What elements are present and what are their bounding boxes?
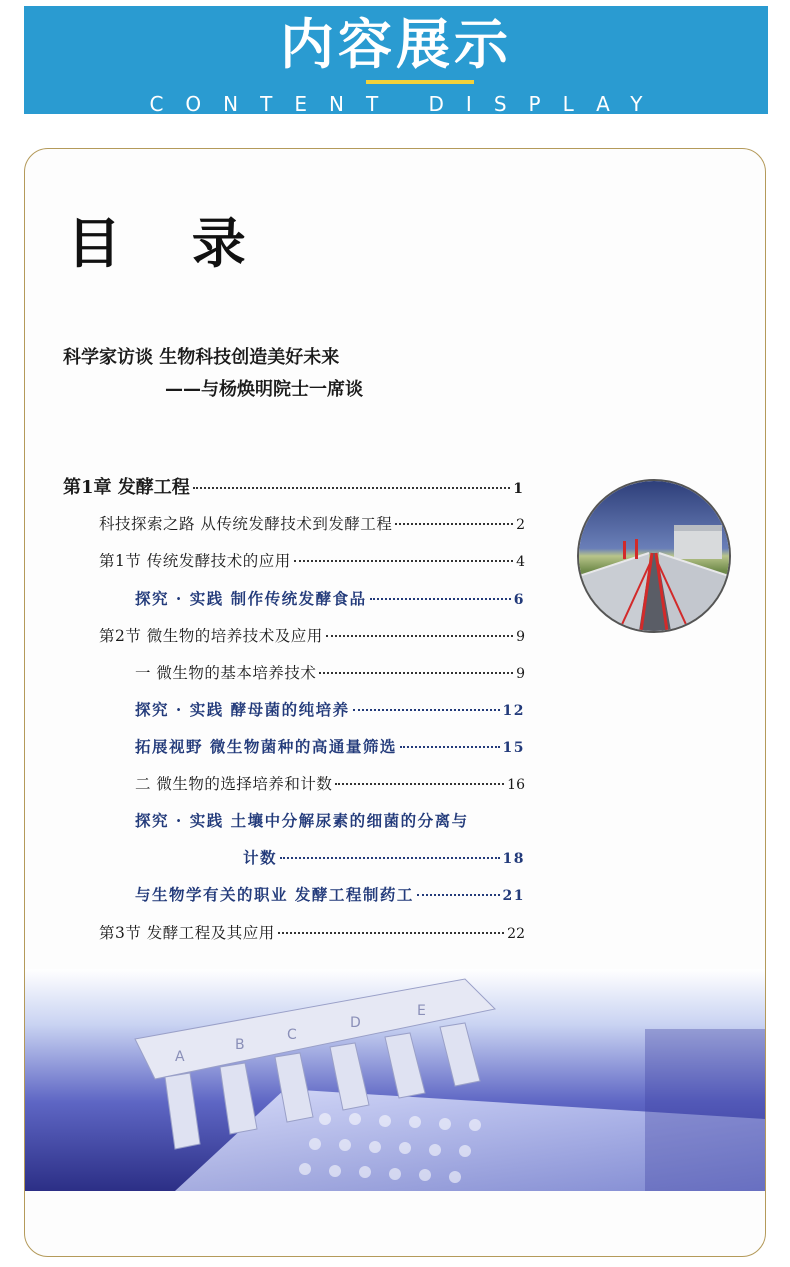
toc-entry-text: 第2节 微生物的培养技术及应用 [99, 627, 323, 645]
toc-page-number: 6 [513, 592, 525, 608]
toc-entry-text: 探究 · 实践 酵母菌的纯培养 [135, 700, 350, 719]
toc-entry [99, 922, 525, 945]
toc-page-number: 16 [507, 777, 525, 793]
toc-leader [280, 857, 500, 859]
toc-entry-activity [135, 736, 525, 759]
toc-page-number: 1 [513, 481, 523, 497]
toc-leader [353, 709, 500, 711]
toc-leader [395, 523, 513, 525]
fermentation-plant-photo [577, 479, 731, 633]
rack-label: D [350, 1015, 361, 1031]
toc-page-number: 2 [516, 517, 525, 533]
toc-leader [400, 746, 500, 748]
toc-leader [335, 783, 504, 785]
rack-label: C [287, 1027, 297, 1043]
toc-entry-activity-continued [243, 847, 525, 870]
toc-entry-activity [135, 699, 525, 722]
toc-entry-text: 探究 · 实践 制作传统发酵食品 [135, 589, 367, 608]
toc-entry [99, 513, 525, 536]
toc-entry-text: 科技探索之路 从传统发酵技术到发酵工程 [99, 515, 393, 533]
lab-microplate-image [25, 969, 765, 1191]
toc-entry-text: 拓展视野 微生物菌种的高通量筛选 [135, 737, 397, 756]
toc-page-number: 15 [502, 740, 525, 756]
toc-entry-text: 第1章 发酵工程 [63, 477, 190, 498]
toc-page-number: 21 [502, 888, 525, 904]
toc-page-number: 22 [507, 926, 525, 942]
toc-entry-text: 二 微生物的选择培养和计数 [135, 775, 333, 793]
page-title: 目 录 [67, 211, 272, 275]
rack-label: E [417, 1003, 426, 1019]
banner-underline [366, 80, 474, 84]
banner-title: 内容展示 [280, 13, 512, 76]
toc-entry [99, 550, 525, 573]
toc-entry-text: 第3节 发酵工程及其应用 [99, 924, 275, 942]
toc-entry-text: 第1节 传统发酵技术的应用 [99, 552, 291, 570]
toc-page-number: 18 [502, 851, 525, 867]
toc-page-number: 9 [516, 666, 525, 682]
book-page [24, 148, 766, 1257]
toc-leader [319, 672, 513, 674]
toc-leader [278, 932, 504, 934]
toc-entry-text: 探究 · 实践 土壤中分解尿素的细菌的分离与 [135, 811, 469, 830]
header-banner [24, 6, 768, 114]
toc-leader [417, 894, 500, 896]
toc-leader [370, 598, 511, 600]
toc-entry [135, 662, 525, 685]
interview-subtitle: ——与杨焕明院士一席谈 [165, 379, 363, 400]
toc-entry-activity [135, 588, 525, 611]
toc-leader [193, 487, 510, 489]
rack-label: A [175, 1049, 185, 1065]
banner-subtitle: CONTENT DISPLAY [149, 92, 665, 116]
toc-entry-text: 与生物学有关的职业 发酵工程制药工 [135, 885, 414, 904]
toc-entry-text: 一 微生物的基本培养技术 [135, 664, 317, 682]
toc-entry-text: 计数 [243, 848, 278, 867]
toc-entry-career [135, 884, 525, 907]
toc-entry [135, 773, 525, 796]
toc-leader [294, 560, 513, 562]
interview-title: 科学家访谈 生物科技创造美好未来 [63, 347, 340, 368]
toc-page-number: 9 [516, 629, 525, 645]
toc-page-number: 4 [516, 554, 525, 570]
toc-page-number: 12 [502, 703, 525, 719]
toc-entry-activity [135, 810, 525, 832]
toc-entry [99, 625, 525, 648]
toc-leader [326, 635, 513, 637]
toc-entry-chapter-1 [63, 477, 523, 500]
rack-label: B [235, 1037, 245, 1053]
